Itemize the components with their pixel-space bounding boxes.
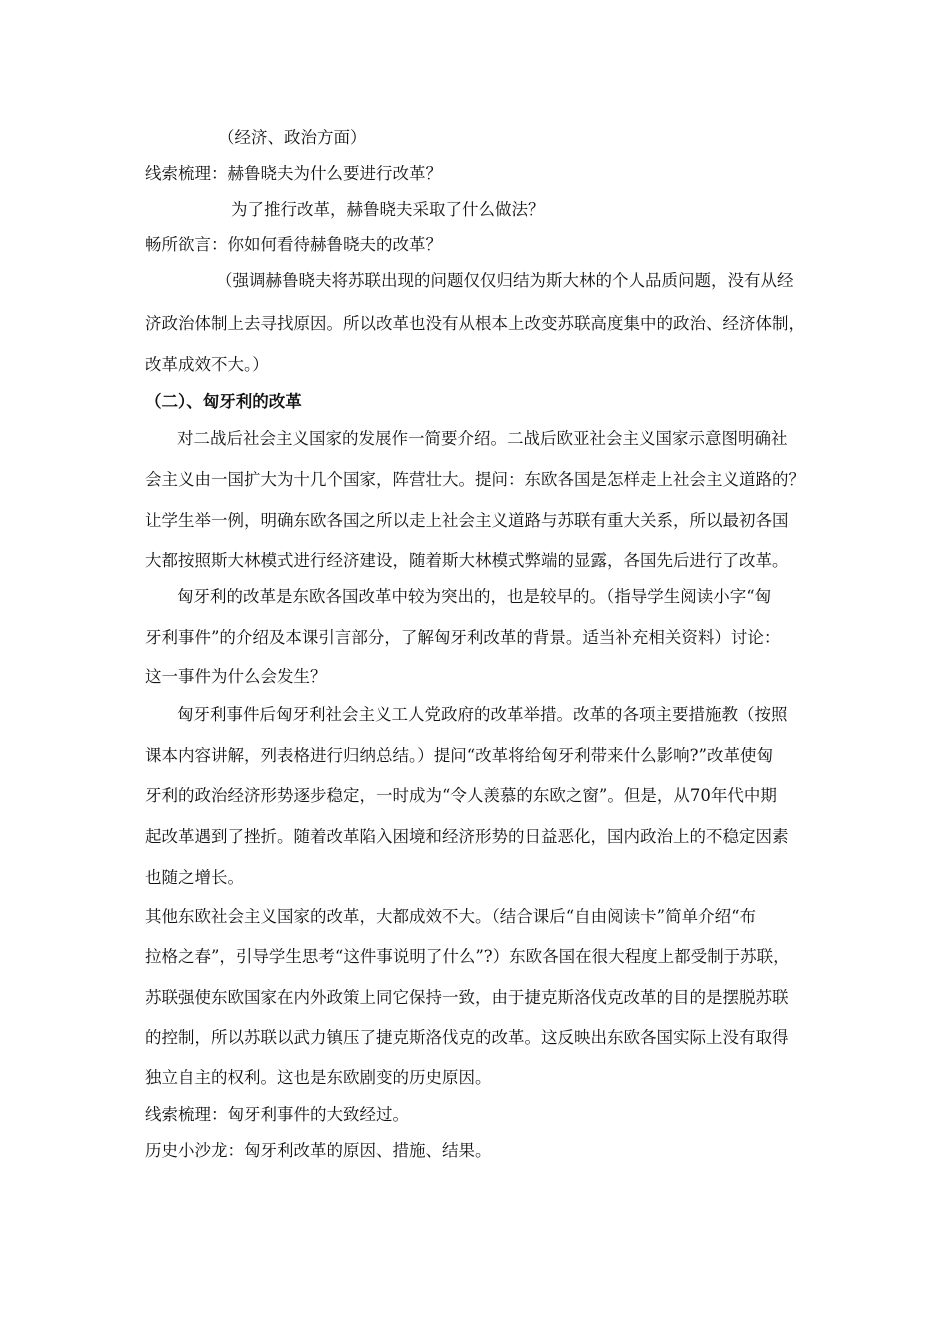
- text-line: 匈牙利事件后匈牙利社会主义工人党政府的改革举措。改革的各项主要措施教（按照: [177, 705, 788, 724]
- text-line: 的控制，所以苏联以武力镇压了捷克斯洛伐克的改革。这反映出东欧各国实际上没有取得: [145, 1028, 789, 1047]
- text-line: 让学生举一例，明确东欧各国之所以走上社会主义道路与苏联有重大关系，所以最初各国: [145, 511, 789, 530]
- text-line: 济政治体制上去寻找原因。所以改革也没有从根本上改变苏联高度集中的政治、经济体制，: [145, 314, 805, 333]
- text-line: 为了推行改革，赫鲁晓夫采取了什么做法？: [231, 200, 545, 219]
- text-line: 苏联强使东欧国家在内外政策上同它保持一致，由于捷克斯洛伐克改革的目的是摆脱苏联: [145, 988, 789, 1007]
- text-line: （经济、政治方面）: [218, 128, 367, 147]
- text-line: 也随之增长。: [145, 868, 244, 887]
- text-line: 其他东欧社会主义国家的改革，大都成效不大。（结合课后“自由阅读卡”简单介绍“布: [145, 907, 757, 926]
- section-heading: （二）、匈牙利的改革: [145, 392, 302, 411]
- text-line: 线索梳理：匈牙利事件的大致经过。: [145, 1105, 409, 1124]
- text-line: 牙利事件”的介绍及本课引言部分，了解匈牙利改革的背景。适当补充相关资料）讨论：: [145, 628, 781, 647]
- text-line: 会主义由一国扩大为十几个国家，阵营壮大。提问：东欧各国是怎样走上社会主义道路的？: [145, 470, 805, 489]
- text-line: 牙利的政治经济形势逐步稳定，一时成为“令人羡慕的东欧之窗”。但是，从70年代中期: [145, 786, 777, 805]
- text-line: 拉格之春”，引导学生思考“这件事说明了什么”?）东欧各国在很大程度上都受制于苏联，: [145, 947, 790, 966]
- text-line: 匈牙利的改革是东欧各国改革中较为突出的，也是较早的。（指导学生阅读小字“匈: [177, 587, 772, 606]
- text-line: 起改革遇到了挫折。随着改革陷入困境和经济形势的日益恶化，国内政治上的不稳定因素: [145, 827, 789, 846]
- text-line: 畅所欲言：你如何看待赫鲁晓夫的改革？: [145, 235, 442, 254]
- text-line: 历史小沙龙：匈牙利改革的原因、措施、结果。: [145, 1141, 492, 1160]
- text-line: 独立自主的权利。这也是东欧剧变的历史原因。: [145, 1068, 492, 1087]
- text-line: 对二战后社会主义国家的发展作一简要介绍。二战后欧亚社会主义国家示意图明确社: [177, 429, 788, 448]
- text-line: 大都按照斯大林模式进行经济建设，随着斯大林模式弊端的显露，各国先后进行了改革。: [145, 551, 789, 570]
- text-line: 课本内容讲解，列表格进行归纳总结。）提问“改革将给匈牙利带来什么影响?”改革使匈: [145, 746, 773, 765]
- text-line: 改革成效不大。）: [145, 355, 269, 374]
- text-line: （强调赫鲁晓夫将苏联出现的问题仅仅归结为斯大林的个人品质问题，没有从经: [216, 271, 794, 290]
- text-line: 这一事件为什么会发生？: [145, 667, 327, 686]
- text-line: 线索梳理：赫鲁晓夫为什么要进行改革？: [145, 164, 442, 183]
